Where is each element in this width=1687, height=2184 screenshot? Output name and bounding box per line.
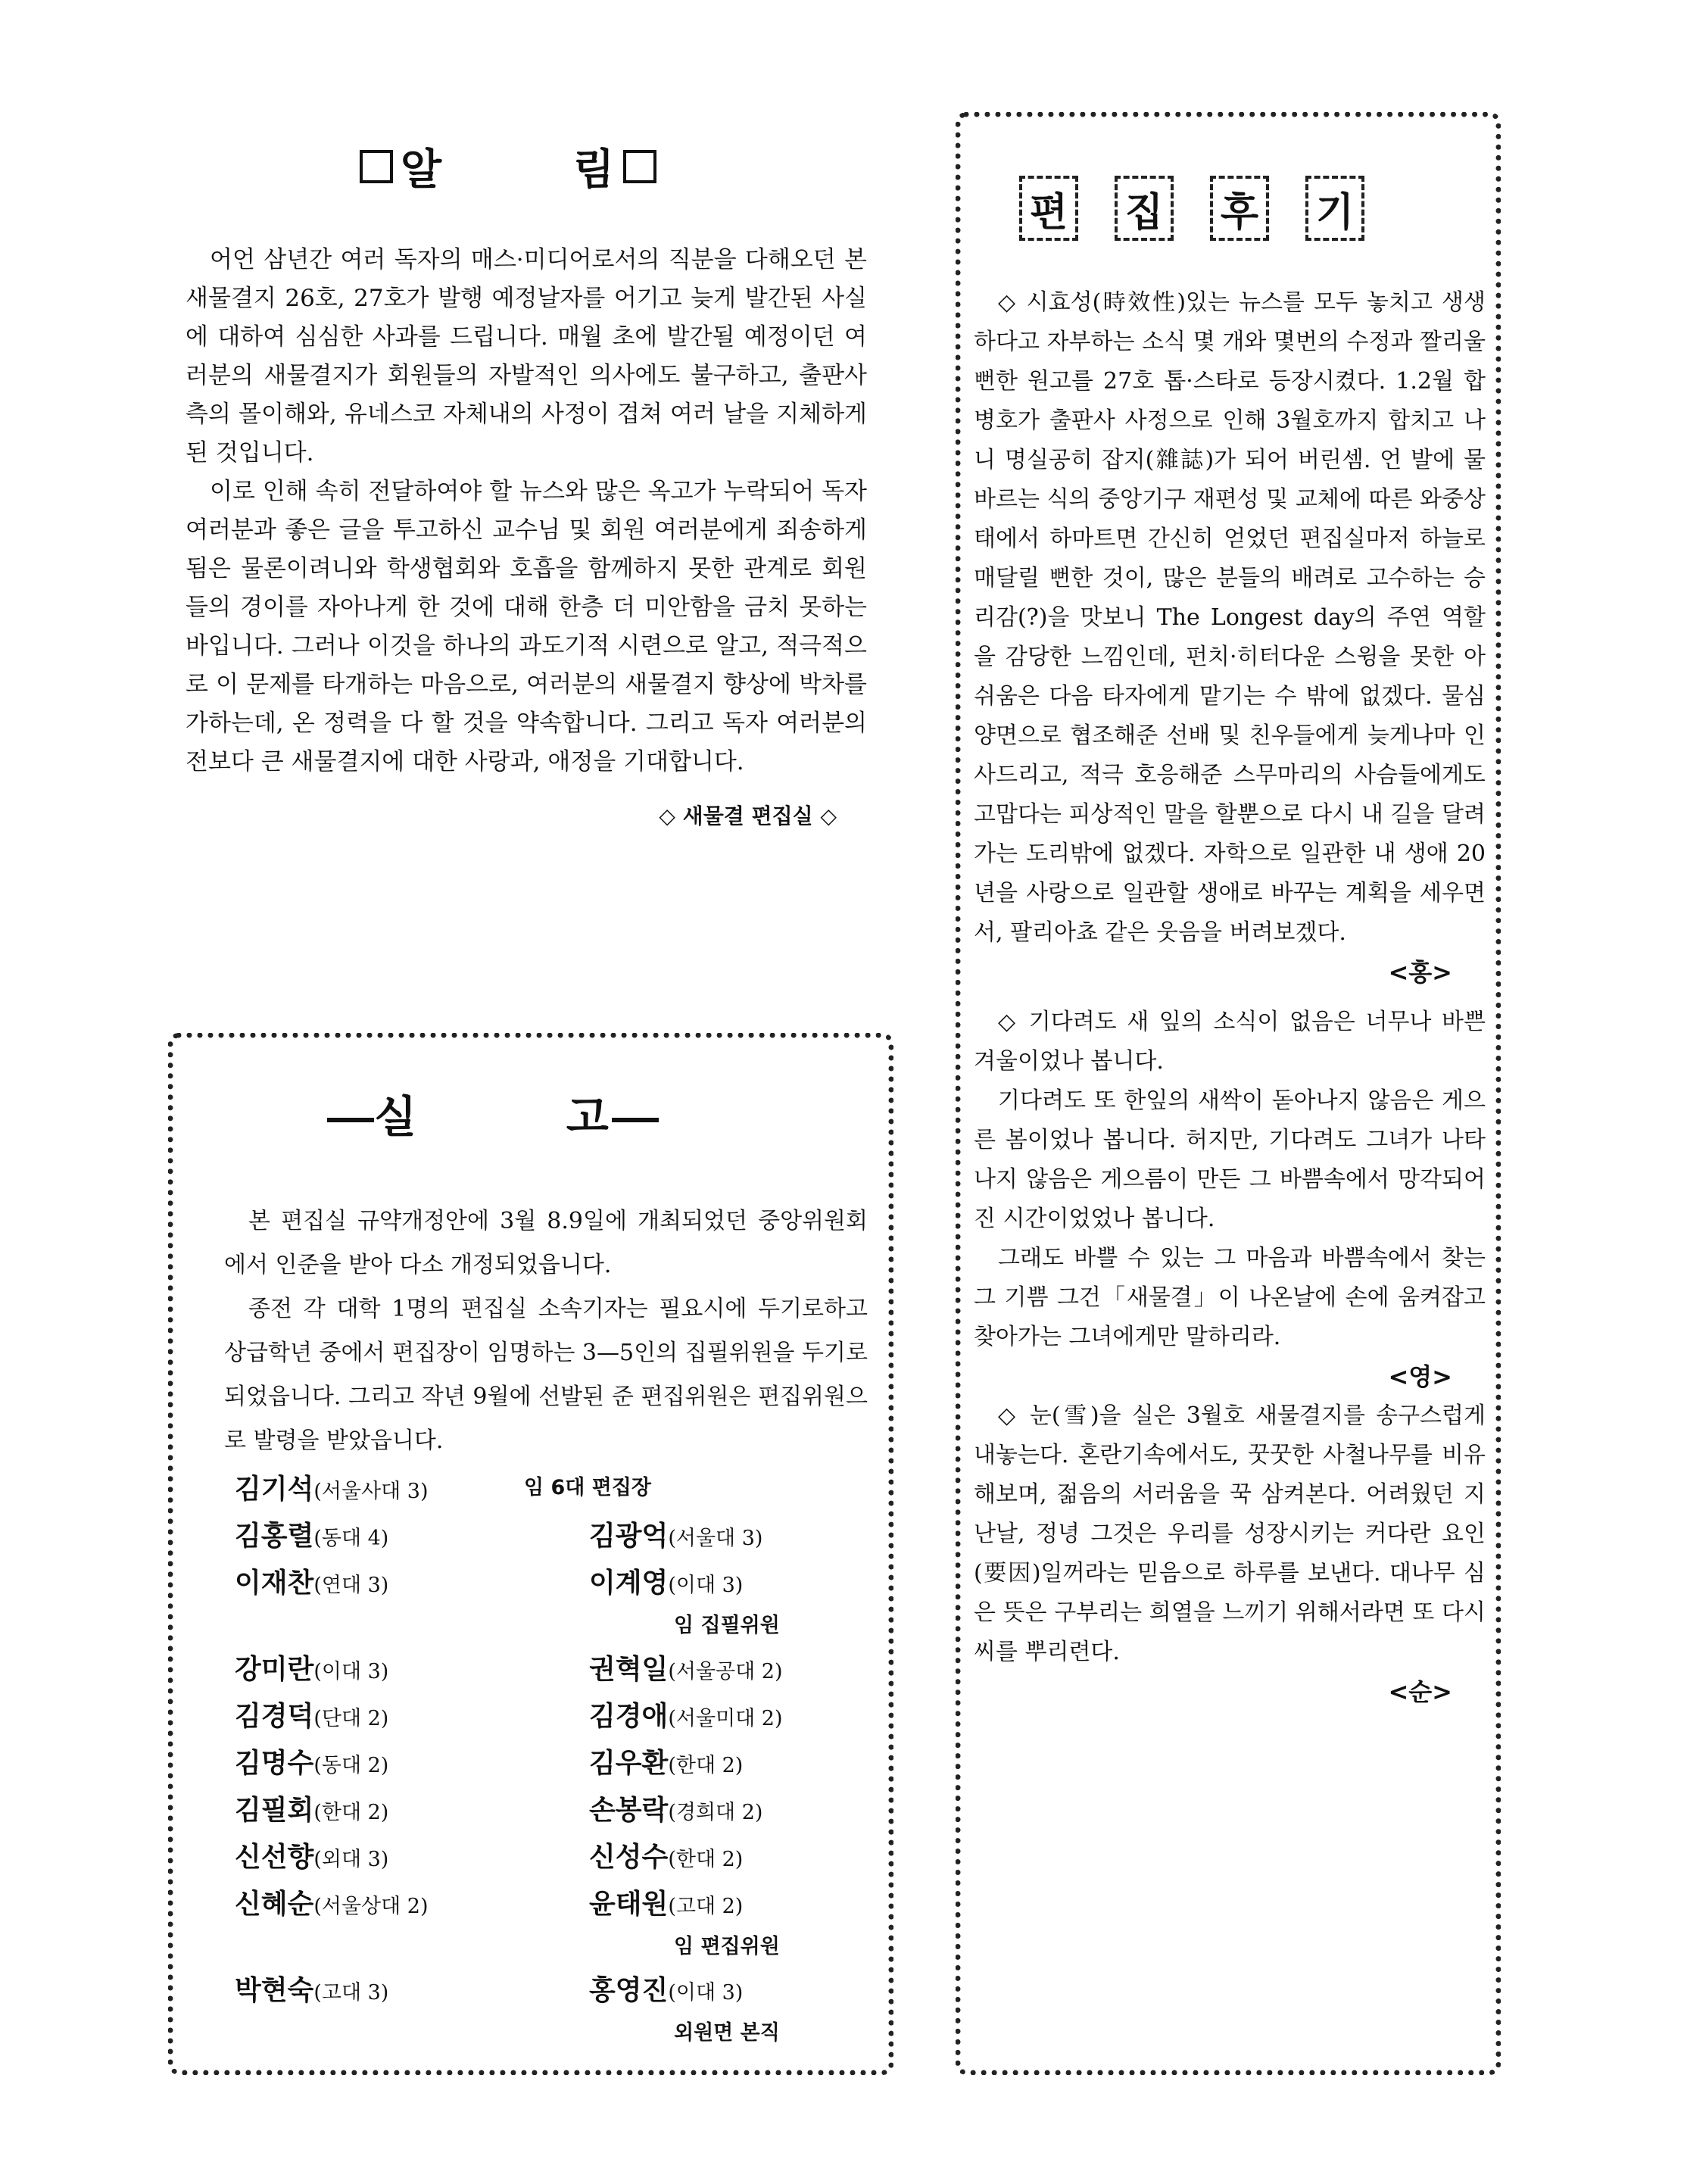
staff-name: 김경애: [589, 1701, 669, 1732]
staff-school: (동대 4): [313, 1527, 389, 1550]
staff-school: (동대 2): [313, 1754, 389, 1777]
staff-name: 신선향: [235, 1842, 314, 1873]
notice-title: [360, 136, 867, 197]
title-dash-right: [612, 1118, 659, 1122]
staff-school: (서울공대 2): [668, 1660, 783, 1683]
staff-school: (서울미대 2): [668, 1707, 783, 1730]
roster-row: [235, 1515, 886, 1562]
roster-row: [235, 1836, 886, 1883]
roster-row: [235, 1562, 886, 1608]
staff-school: (이대 3): [313, 1660, 389, 1683]
editor-title-char: 기: [1305, 176, 1364, 241]
staff-school: (단대 2): [313, 1707, 389, 1730]
staff-school: (한대 2): [313, 1801, 389, 1824]
title-box-left-icon: [360, 150, 393, 183]
editor-title-char: 후: [1210, 176, 1269, 241]
shilgo-title-text: 실 고: [374, 1091, 612, 1143]
staff-school: (경희대 2): [668, 1801, 763, 1824]
editor-paragraph-3: 기다려도 또 한잎의 새싹이 돋아나지 않음은 게으른 봄이었나 봅니다. 허지만, 기다려도 그녀가 나타나지 않음은 게으름이 만든 그 바쁨속에서 망각되어진 시간이었었나 봅니다.: [974, 1087, 1486, 1232]
editor-title-char: 집: [1115, 176, 1174, 241]
staff-name: 손봉락: [589, 1795, 669, 1826]
editor-signature: <순>: [1388, 1677, 1452, 1706]
shilgo-title: [224, 1081, 868, 1145]
staff-name: 홍영진: [589, 1975, 669, 2006]
notice-signature: ◇ 새물결 편집실 ◇: [659, 803, 837, 828]
title-dash-left: [327, 1118, 374, 1122]
roster-row: [235, 1742, 886, 1789]
editor-signature: <영>: [1388, 1362, 1452, 1391]
staff-name: 신성수: [589, 1842, 669, 1873]
staff-school: (이대 3): [668, 1574, 744, 1597]
roster-row: [235, 1468, 886, 1515]
roster-role-label: 임 집필위원: [674, 1614, 780, 1637]
editor-signature: <홍>: [1388, 958, 1452, 987]
staff-school: (고대 2): [668, 1895, 744, 1918]
editor-paragraph-5: ◇ 눈(雪)을 실은 3월호 새물결지를 송구스럽게 내놓는다. 혼란기속에서도, 꿋꿋한 사철나무를 비유해보며, 젊음의 서러움을 꾹 삼켜본다. 어려웠던 지난날, 정녕 그것은 우리를 성장시키는 커다란 요인(要因)일꺼라는 믿음으로 하루를 보낸다. 대나무 심은 뜻은 구부리는 희열을 느끼기 위해서라면 또 다시 씨를 뿌리련다.: [974, 1402, 1486, 1665]
staff-name: 박현숙: [235, 1975, 314, 2006]
staff-roster: [235, 1468, 886, 2055]
editor-title-char: 편: [1019, 176, 1078, 241]
roster-role-label: 외원면 본직: [674, 2021, 780, 2045]
staff-school: (서울대 3): [668, 1527, 763, 1550]
staff-school: (한대 2): [668, 1848, 744, 1871]
roster-row: [235, 1969, 886, 2016]
staff-name: 김우환: [589, 1748, 669, 1779]
staff-role: 임 6대 편집장: [524, 1476, 651, 1499]
staff-name: 윤태원: [589, 1889, 669, 1920]
staff-school: (외대 3): [313, 1848, 389, 1871]
notice-paragraph-2: 이로 인해 속히 전달하여야 할 뉴스와 많은 옥고가 누락되어 독자 여러분과 좋은 글을 투고하신 교수님 및 회원 여러분에게 죄송하게 됨은 물론이려니와 학생협회와 호흡을 함께하지 못한 관계로 회원들의 경이를 자아나게 한 것에 대해 한층 더 미안함을 금치 못하는 바입니다. 그러나 이것을 하나의 과도기적 시련으로 알고, 적극적으로 이 문제를 타개하는 마음으로, 여러분의 새물결지 향상에 박차를 가하는데, 온 정력을 다 할 것을 약속합니다. 그리고 독자 여러분의 전보다 큰 새물결지에 대한 사랑과, 애정을 기대합니다.: [186, 478, 867, 775]
editor-title: [1019, 176, 1486, 241]
staff-name: 김명수: [235, 1748, 314, 1779]
staff-name: 권혁일: [589, 1654, 669, 1685]
notice-section: [186, 136, 867, 830]
notice-paragraph-1: 어언 삼년간 여러 독자의 매스·미디어로서의 직분을 다해오던 본 새물결지 26호, 27호가 발행 예정날자를 어기고 늦게 발간된 사실에 대하여 심심한 사과를 드립니다. 매월 초에 발간될 예정이던 여러분의 새물결지가 회원들의 자발적인 의사에도 불구하고, 출판사측의 몰이해와, 유네스코 자체내의 사정이 겹쳐 여러 날을 지체하게 된 것입니다.: [186, 246, 867, 466]
editor-paragraph-2: ◇ 기다려도 새 잎의 소식이 없음은 너무나 바쁜 겨울이었나 봅니다.: [974, 1009, 1486, 1075]
staff-name: 김홍렬: [235, 1521, 314, 1552]
staff-name: 이재찬: [235, 1568, 314, 1599]
editor-paragraph-4: 그래도 바쁠 수 있는 그 마음과 바쁨속에서 찾는 그 기쁨 그건「새물결」이 나온날에 손에 움켜잡고 찾아가는 그녀에게만 말하리라.: [974, 1245, 1486, 1350]
roster-row: [235, 1789, 886, 1836]
staff-name: 신혜순: [235, 1889, 314, 1920]
shilgo-section: [224, 1081, 868, 1463]
roster-row: [235, 1648, 886, 1695]
staff-name: 김광억: [589, 1521, 669, 1552]
staff-school: (고대 3): [313, 1981, 389, 2005]
staff-school: (서울상대 2): [313, 1895, 429, 1918]
staff-school: (이대 3): [668, 1981, 744, 2005]
editor-section: [974, 136, 1486, 1711]
shilgo-paragraph-2: 종전 각 대학 1명의 편집실 소속기자는 필요시에 두기로하고 상급학년 중에서 편집장이 임명하는 3—5인의 집필위원을 두기로 되었읍니다. 그리고 작년 9월에 선발된 준 편집위원은 편집위원으로 발령을 받았읍니다.: [224, 1296, 868, 1454]
notice-title-text: 알 림: [401, 145, 616, 195]
staff-school: (서울사대 3): [313, 1480, 429, 1503]
staff-school: (한대 2): [668, 1754, 744, 1777]
staff-school: (연대 3): [313, 1574, 389, 1597]
roster-role-label: 임 편집위원: [674, 1935, 780, 1958]
title-box-right-icon: [623, 150, 656, 183]
editor-paragraph-1: ◇ 시효성(時效性)있는 뉴스를 모두 놓치고 생생하다고 자부하는 소식 몇 개와 몇번의 수정과 짤리울 뻔한 원고를 27호 톱·스타로 등장시켰다. 1.2월 합병호가 출판사 사정으로 인해 3월호까지 합치고 나니 명실공히 잡지(雜誌)가 되어 버린셈. 언 발에 물바르는 식의 중앙기구 재편성 및 교체에 따른 와중상태에서 하마트면 간신히 얻었던 편집실마저 하늘로 매달릴 뻔한 것이, 많은 분들의 배려로 고수하는 승리감(?)을 맛보니 The Longest day의 주연 역할을 감당한 느낌인데, 펀치·히터다운 스윙을 못한 아쉬움은 다음 타자에게 맡기는 수 밖에 없겠다. 물심양면으로 협조해준 선배 및 친우들에게 늦게나마 인사드리고, 적극 호응해준 스무마리의 사슴들에게도 고맙다는 피상적인 말을 할뿐으로 다시 내 길을 달려가는 도리밖에 없겠다. 자학으로 일관한 내 생애 20년을 사랑으로 일관할 생애로 바꾸는 계획을 세우면서, 팔리아쵸 같은 웃음을 버려보겠다.: [974, 289, 1486, 946]
staff-name: 김필회: [235, 1795, 314, 1826]
staff-name: 김경덕: [235, 1701, 314, 1732]
staff-name: 김기석: [235, 1474, 314, 1505]
staff-name: 강미란: [235, 1654, 314, 1685]
roster-row: [235, 1883, 886, 1930]
roster-row: [235, 1695, 886, 1742]
shilgo-paragraph-1: 본 편집실 규약개정안에 3월 8.9일에 개최되었던 중앙위원회에서 인준을 받아 다소 개정되었읍니다.: [224, 1208, 868, 1278]
staff-name: 이계영: [589, 1568, 669, 1599]
